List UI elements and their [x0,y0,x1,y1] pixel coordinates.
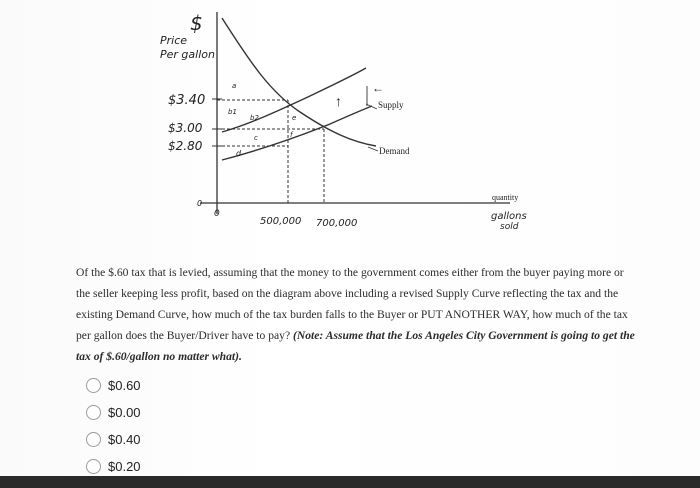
option-3[interactable] [86,426,141,453]
region-b2: b2 [250,114,259,122]
x-axis-note-gallons: gallons [491,211,527,222]
radio-button[interactable] [86,432,101,447]
shift-up-arrow: ↑ [335,95,342,110]
dollar-sign: $ [190,11,203,35]
region-a: a [232,82,237,90]
supply-curve-original [222,106,372,160]
region-f: f [290,131,293,139]
question-body: Of the $.60 tax that is levied, assuming that the money to the government comes either from the buyer paying more or the seller keeping less profit, based on the diagram above including a revised Supply Curve reflecting the tax and the existing Demand Curve, how much of the tax burden falls to the Buyer or PUT ANOTHER WAY, how much of the tax per gallon does the Buyer/Driver have to pay? [76,266,628,342]
option-1[interactable] [86,372,141,399]
supply-label: Supply [378,100,404,110]
y-axis-label-per-gallon: Per gallon [160,48,215,61]
option-label: $0.20 [108,459,141,474]
option-label: $0.60 [108,378,141,393]
option-label: $0.40 [108,432,141,447]
option-2[interactable] [86,399,141,426]
demand-label: Demand [379,146,410,156]
x-axis-label: quantity [492,193,519,202]
region-c: c [254,134,258,142]
question-note: (Note: Assume that the Los Angeles City Government is going to get the tax of $.60/gallon no matter what). [76,329,635,363]
x-tick-700k: 700,000 [316,218,358,229]
price-label-mid: $3.00 [168,121,203,135]
left-arrow: ← [372,81,384,95]
region-b1: b1 [228,108,237,116]
price-label-high: $3.40 [168,93,206,108]
x-tick-500k: 500,000 [260,216,302,227]
question-text [76,262,636,367]
bottom-bar [0,476,700,488]
demand-pointer [368,147,378,151]
radio-button[interactable] [86,378,101,393]
demand-curve [222,18,376,146]
origin-label: 0 [197,199,203,208]
region-d: d [236,149,242,158]
origin-label-small: 0 [214,209,220,219]
y-axis-label-price: Price [160,34,188,47]
option-label: $0.00 [108,405,141,420]
radio-button[interactable] [86,459,101,474]
price-label-low: $2.80 [168,139,203,153]
region-e: e [292,114,297,122]
answer-options [86,372,141,480]
x-axis-note-sold: sold [500,222,519,232]
radio-button[interactable] [86,405,101,420]
